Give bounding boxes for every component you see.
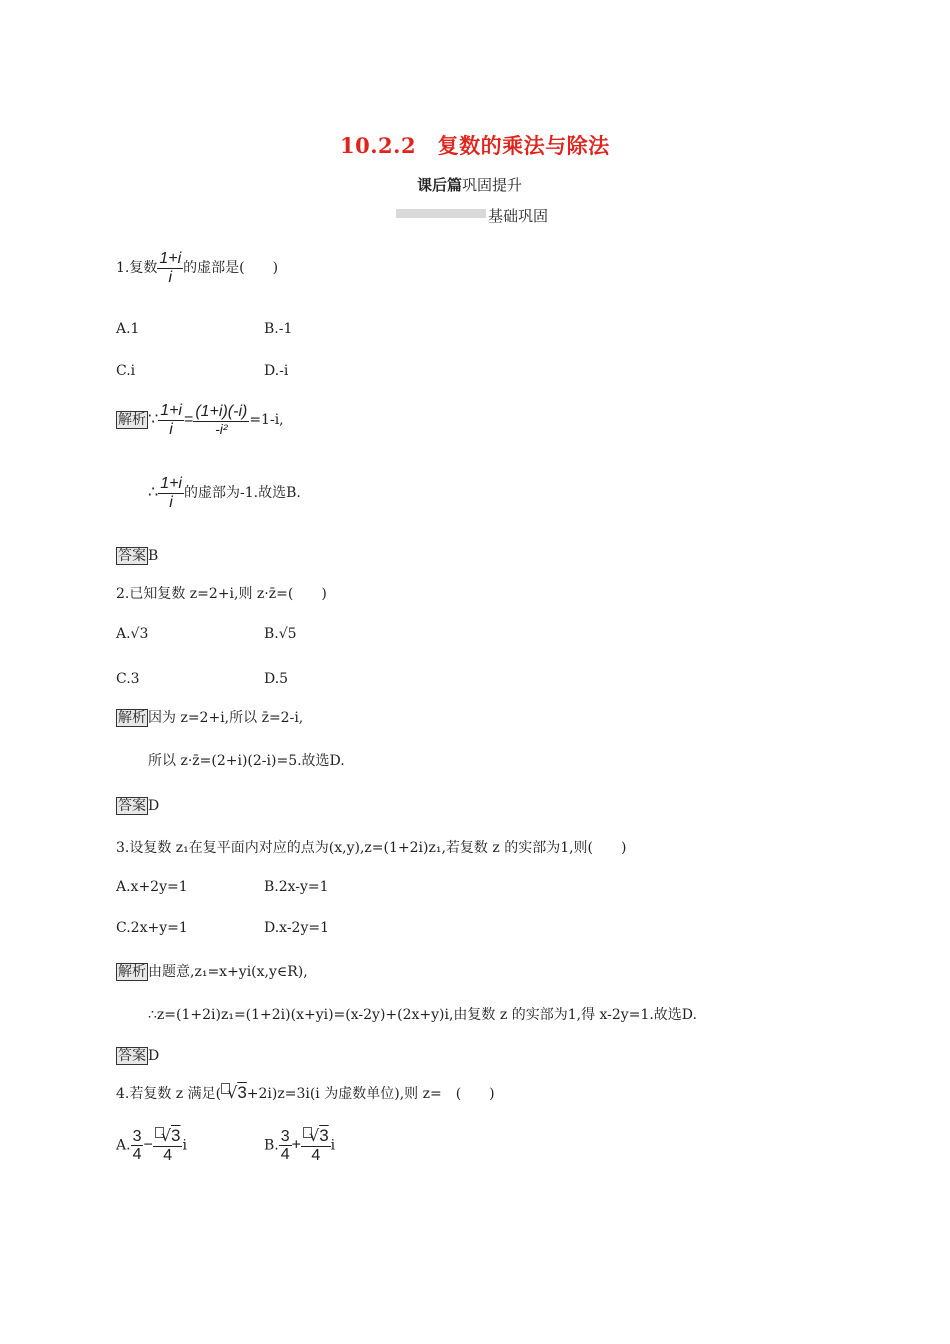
q4-a-frac1-den: 4 [132,1146,142,1164]
q4-b-sqrt-value: 3 [319,1126,329,1145]
q1-number: 1. [116,260,130,277]
q1-sol-frac1-num: 1+i [160,402,182,419]
q2-option-d: D.5 [264,671,289,687]
q1-sol-frac3 [158,475,184,511]
q4-option-a-label: A. [116,1137,131,1154]
page-title: 10.2.2 复数的乘法与除法 [340,133,610,158]
q2-option-b: B.√5 [264,626,297,642]
q1-suffix: 的虚部是( ) [183,260,279,277]
q4-a-minus: − [143,1136,153,1154]
equals-sign: = [183,411,194,429]
q4-b-frac2-den: 4 [311,1146,321,1164]
q1-option-c: C.i [116,363,136,379]
q4-a-i: i [182,1137,187,1154]
q4-a-frac2-num [153,1127,183,1147]
q2-solution-line1 [116,707,303,727]
q4-stem [116,1083,495,1103]
q4-option-b [264,1127,335,1164]
q3-option-d: D.x-2y=1 [264,920,330,936]
solution-tag: 解析 [118,964,146,980]
q2-stem: 2.已知复数 z=2+i,则 z·z̄=( ) [116,586,327,602]
answer-tag: 答案 [118,798,146,814]
q1-solution-line2 [148,475,301,511]
q1-answer [116,545,158,565]
subtitle [417,174,522,195]
q1-sol-frac2-num: (1+i)(-i) [195,403,248,421]
q3-solution-line1 [116,961,308,981]
q1-sol-frac1-den: i [169,420,173,438]
subtitle-bold: 课后篇 [417,176,463,194]
q3-sol-line1-text: 由题意,z₁=x+yi(x,y∈R), [148,964,308,980]
sqrt-icon: √ [227,1083,238,1102]
therefore-icon: ∴ [148,482,159,502]
q1-prefix: 复数 [129,260,158,277]
q3-option-a: A.x+2y=1 [116,879,188,895]
q4-b-frac2-num [301,1127,331,1147]
q1-sol-frac2-den: -i² [215,420,228,437]
q4-stem-sqrt-value: 3 [237,1083,247,1102]
q1-option-a: A.1 [116,321,140,337]
q4-b-frac1-den: 4 [280,1146,290,1164]
answer-tag: 答案 [118,1048,146,1064]
q1-option-d: D.-i [264,363,289,379]
q4-a-frac2-den: 4 [163,1146,173,1164]
q4-b-frac2 [301,1127,331,1164]
solution-tag: 解析 [118,710,146,726]
q4-stem-pre: 4.若复数 z 满足( [116,1086,222,1102]
q4-option-b-label: B. [264,1137,279,1154]
q1-sol-tail: =1-i, [249,412,284,429]
section-heading: 基础巩固 [488,207,549,225]
q4-a-sqrt-value: 3 [171,1126,181,1145]
q3-answer-value: D [148,1048,160,1064]
q2-answer-value: D [148,798,160,814]
sqrt-icon: √ [309,1126,320,1145]
q2-answer [116,795,159,815]
answer-tag: 答案 [118,548,146,564]
q1-frac-den: i [168,268,173,286]
q4-b-plus: + [291,1136,301,1154]
q3-answer [116,1045,159,1065]
q2-sol-line1-text: 因为 z=2+i,所以 z̄=2-i, [148,710,304,726]
q4-b-frac1-num: 3 [280,1127,290,1145]
q1-fraction [157,250,183,286]
q4-option-a [116,1127,187,1164]
q4-a-frac1 [131,1128,144,1164]
because-icon: ∵ [148,409,159,429]
q4-a-frac1-num: 3 [132,1127,142,1145]
q1-sol-line2-tail: 的虚部为-1.故选B. [183,485,301,502]
q2-option-a: A.√3 [116,626,149,642]
q1-sol-frac3-num: 1+i [160,475,182,492]
q3-stem: 3.设复数 z₁在复平面内对应的点为(x,y),z=(1+2i)z₁,若复数 z 的实部为1,则( ) [116,840,627,856]
q1-solution-line1 [116,402,284,438]
q3-option-b: B.2x-y=1 [264,879,329,895]
q1-answer-value: B [148,548,159,564]
q4-b-i: i [330,1137,336,1154]
q4-b-frac1 [279,1128,292,1164]
q1-option-b: B.-1 [264,321,293,337]
q3-option-c: C.2x+y=1 [116,920,188,936]
q1-stem [116,250,278,286]
q3-solution-line2: ∴z=(1+2i)z₁=(1+2i)(x+yi)=(x-2y)+(2x+y)i,由复数 z 的实部为1,得 x-2y=1.故选D. [148,1007,697,1023]
q1-sol-frac3-den: i [169,493,173,511]
subtitle-rest: 巩固提升 [462,176,523,194]
q4-a-frac2 [153,1127,183,1164]
q4-stem-post: +2i)z=3i(i 为虚数单位),则 z= ( ) [246,1086,495,1102]
q2-option-c: C.3 [116,671,140,687]
sqrt-icon: √ [160,1126,172,1145]
section-band [396,209,486,218]
q2-solution-line2: 所以 z·z̄=(2+i)(2-i)=5.故选D. [148,753,345,769]
q1-sol-frac1 [158,402,184,438]
q1-frac-num: 1+i [159,250,182,267]
q1-sol-frac2 [193,403,249,437]
solution-tag: 解析 [118,412,146,429]
